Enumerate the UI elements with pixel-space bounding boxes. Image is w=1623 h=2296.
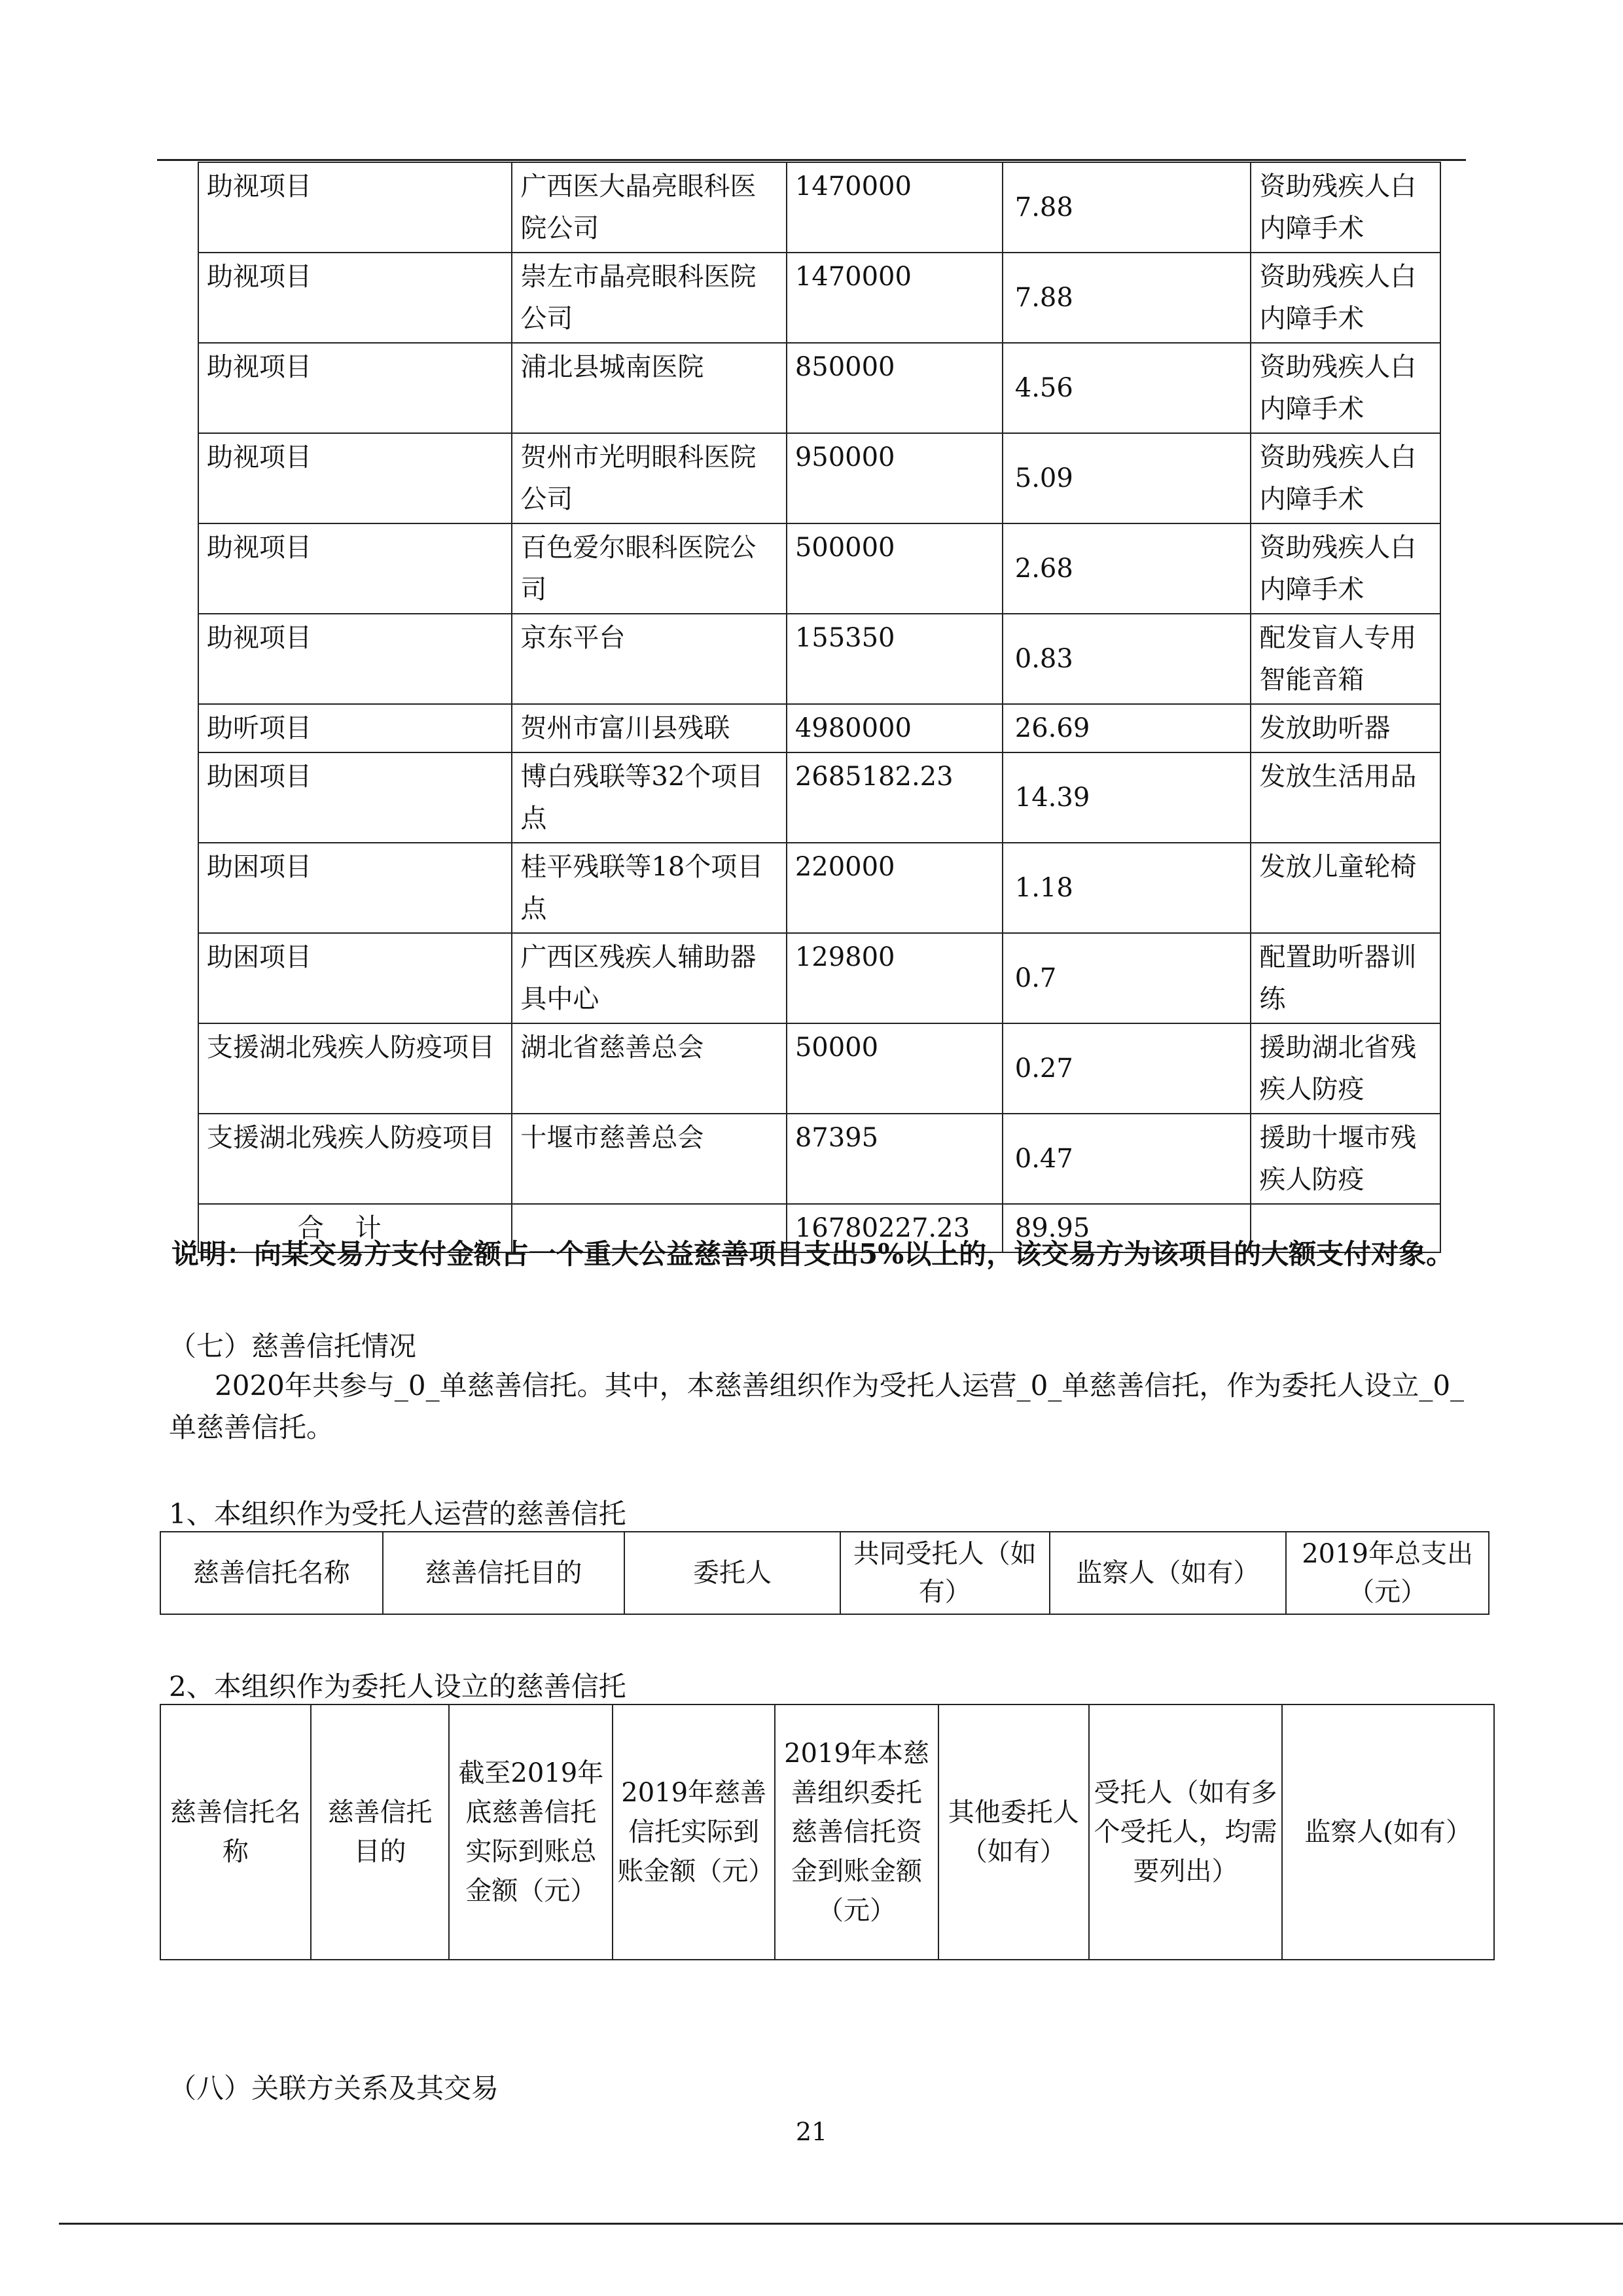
cell-party: 博白残联等32个项目点 — [512, 752, 786, 843]
cell-amount: 87395 — [787, 1114, 1003, 1204]
cell-project: 助困项目 — [198, 933, 512, 1023]
cell-amount: 129800 — [787, 933, 1003, 1023]
column-header: 监察人（如有） — [1050, 1532, 1287, 1614]
cell-project: 助视项目 — [198, 253, 512, 343]
cell-party: 贺州市光明眼科医院公司 — [512, 433, 786, 523]
trust-operated-title: 1、本组织作为受托人运营的慈善信托 — [169, 1498, 626, 1530]
cell-purpose: 配置助听器训练 — [1251, 933, 1440, 1023]
cell-amount: 2685182.23 — [787, 752, 1003, 843]
note-text: 说明：向某交易方支付金额占一个重大公益慈善项目支出5%以上的，该交易方为该项目的大额支付对象。 — [171, 1238, 1454, 1270]
cell-amount: 500000 — [787, 523, 1003, 614]
cell-party: 桂平残联等18个项目点 — [512, 843, 786, 933]
cell-amount: 850000 — [787, 343, 1003, 433]
cell-purpose: 援助湖北省残疾人防疫 — [1251, 1023, 1440, 1114]
cell-percent: 1.18 — [1003, 843, 1251, 933]
cell-party: 崇左市晶亮眼科医院公司 — [512, 253, 786, 343]
page-number: 21 — [795, 2117, 828, 2146]
table-row — [198, 253, 1440, 343]
section8-heading: （八）关联方关系及其交易 — [169, 2072, 499, 2104]
cell-percent: 0.47 — [1003, 1114, 1251, 1204]
table-row — [198, 933, 1440, 1023]
column-header: 慈善信托目的 — [311, 1704, 450, 1960]
cell-party: 广西医大晶亮眼科医院公司 — [512, 162, 786, 253]
cell-amount: 155350 — [787, 614, 1003, 704]
cell-amount: 50000 — [787, 1023, 1003, 1114]
cell-party: 浦北县城南医院 — [512, 343, 786, 433]
large-payments-table — [198, 162, 1441, 1253]
trust-established-table — [160, 1704, 1495, 1960]
cell-percent: 7.88 — [1003, 253, 1251, 343]
trust-established-title: 2、本组织作为委托人设立的慈善信托 — [169, 1670, 626, 1703]
cell-purpose: 援助十堰市残疾人防疫 — [1251, 1114, 1440, 1204]
column-header: 慈善信托目的 — [383, 1532, 625, 1614]
table-row — [198, 614, 1440, 704]
cell-party: 贺州市富川县残联 — [512, 704, 786, 752]
cell-project: 支援湖北残疾人防疫项目 — [198, 1114, 512, 1204]
cell-party: 十堰市慈善总会 — [512, 1114, 786, 1204]
total-percent: 89.95 — [1003, 1204, 1251, 1252]
cell-purpose: 资助残疾人白内障手术 — [1251, 253, 1440, 343]
column-header: 2019年本慈善组织委托慈善信托资金到账金额（元） — [775, 1704, 938, 1960]
cell-percent: 0.83 — [1003, 614, 1251, 704]
column-header: 截至2019年底慈善信托实际到账总金额（元） — [449, 1704, 613, 1960]
cell-purpose: 资助残疾人白内障手术 — [1251, 433, 1440, 523]
cell-purpose: 发放助听器 — [1251, 704, 1440, 752]
column-header: 其他委托人（如有） — [938, 1704, 1089, 1960]
cell-project: 助困项目 — [198, 843, 512, 933]
column-header: 2019年慈善信托实际到账金额（元） — [613, 1704, 775, 1960]
table-row — [198, 433, 1440, 523]
cell-project: 助视项目 — [198, 162, 512, 253]
column-header: 委托人 — [624, 1532, 840, 1614]
table-row — [198, 752, 1440, 843]
cell-amount: 1470000 — [787, 162, 1003, 253]
column-header: 2019年总支出（元） — [1286, 1532, 1489, 1614]
cell-party: 百色爱尔眼科医院公司 — [512, 523, 786, 614]
column-header: 监察人(如有） — [1282, 1704, 1494, 1960]
cell-party: 湖北省慈善总会 — [512, 1023, 786, 1114]
cell-project: 助听项目 — [198, 704, 512, 752]
column-header: 慈善信托名称 — [160, 1532, 383, 1614]
cell-purpose: 资助残疾人白内障手术 — [1251, 343, 1440, 433]
cell-amount: 950000 — [787, 433, 1003, 523]
cell-amount: 220000 — [787, 843, 1003, 933]
top-rule — [157, 159, 1466, 161]
total-label: 合计 — [198, 1204, 512, 1252]
cell-percent: 26.69 — [1003, 704, 1251, 752]
cell-percent: 0.27 — [1003, 1023, 1251, 1114]
cell-percent: 14.39 — [1003, 752, 1251, 843]
cell-purpose: 配发盲人专用智能音箱 — [1251, 614, 1440, 704]
trust-operated-table — [160, 1531, 1489, 1615]
section7-body: 2020年共参与_0_单慈善信托。其中，本慈善组织作为受托人运营_0_单慈善信托，作为委托人设立_0_单慈善信托。 — [169, 1369, 1465, 1443]
cell-project: 助视项目 — [198, 433, 512, 523]
section7-heading: （七）慈善信托情况 — [169, 1330, 417, 1362]
cell-project: 支援湖北残疾人防疫项目 — [198, 1023, 512, 1114]
cell-percent: 5.09 — [1003, 433, 1251, 523]
bottom-rule — [59, 2223, 1623, 2225]
table-row — [198, 704, 1440, 752]
cell-percent: 2.68 — [1003, 523, 1251, 614]
table-row — [198, 523, 1440, 614]
cell-party: 京东平台 — [512, 614, 786, 704]
cell-percent: 4.56 — [1003, 343, 1251, 433]
table-row — [198, 843, 1440, 933]
cell-purpose: 资助残疾人白内障手术 — [1251, 162, 1440, 253]
cell-project: 助视项目 — [198, 523, 512, 614]
table-row — [198, 1023, 1440, 1114]
cell-amount: 1470000 — [787, 253, 1003, 343]
trust-operated-header-row — [160, 1532, 1489, 1614]
table-row — [198, 1114, 1440, 1204]
cell-amount: 4980000 — [787, 704, 1003, 752]
trust-established-header-row — [160, 1704, 1494, 1960]
cell-percent: 7.88 — [1003, 162, 1251, 253]
column-header: 慈善信托名称 — [160, 1704, 311, 1960]
cell-percent: 0.7 — [1003, 933, 1251, 1023]
cell-project: 助困项目 — [198, 752, 512, 843]
cell-project: 助视项目 — [198, 343, 512, 433]
cell-purpose: 发放生活用品 — [1251, 752, 1440, 843]
total-amount: 16780227.23 — [787, 1204, 1003, 1252]
cell-purpose: 发放儿童轮椅 — [1251, 843, 1440, 933]
cell-party: 广西区残疾人辅助器具中心 — [512, 933, 786, 1023]
cell-purpose: 资助残疾人白内障手术 — [1251, 523, 1440, 614]
table-row — [198, 162, 1440, 253]
column-header: 受托人（如有多个受托人，均需要列出） — [1089, 1704, 1283, 1960]
cell-project: 助视项目 — [198, 614, 512, 704]
table-row — [198, 343, 1440, 433]
column-header: 共同受托人（如有） — [840, 1532, 1050, 1614]
